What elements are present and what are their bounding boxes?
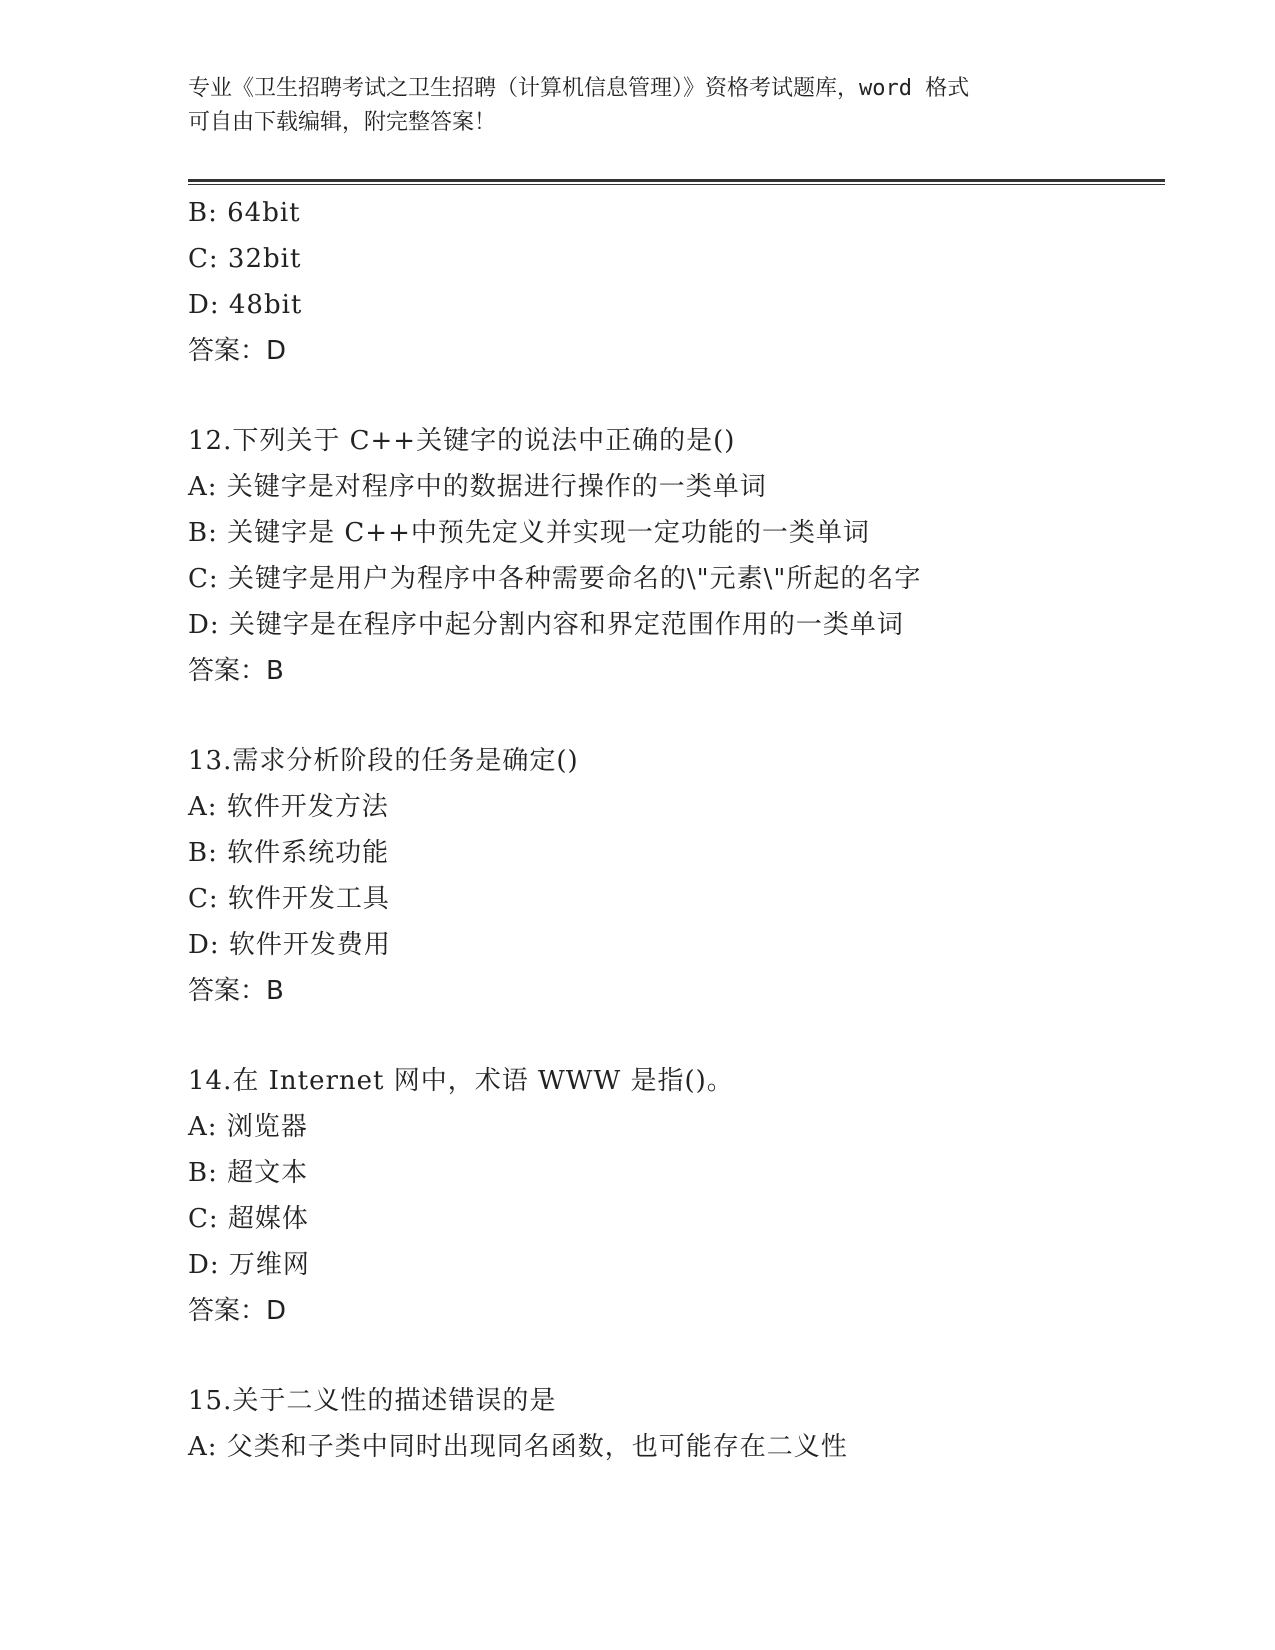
option-b: B: 64bit	[188, 198, 301, 228]
option-a: A: 父类和子类中同时出现同名函数，也可能存在二义性	[188, 1432, 848, 1462]
answer-label: 答案：B	[188, 976, 284, 1006]
option-b: B: 软件系统功能	[188, 838, 390, 868]
answer-label: 答案：D	[188, 1296, 287, 1326]
question-title: 12.下列关于 C++关键字的说法中正确的是()	[188, 426, 736, 456]
option-d: D: 关键字是在程序中起分割内容和界定范围作用的一类单词	[188, 610, 904, 640]
header-divider-thick	[188, 179, 1165, 182]
option-c: C: 超媒体	[188, 1204, 309, 1234]
answer-label: 答案：B	[188, 656, 284, 686]
option-c: C: 软件开发工具	[188, 884, 390, 914]
header-divider-thin	[188, 184, 1165, 185]
option-a: A: 软件开发方法	[188, 792, 389, 822]
option-d: D: 48bit	[188, 290, 303, 320]
option-a: A: 关键字是对程序中的数据进行操作的一类单词	[188, 472, 767, 502]
option-b: B: 关键字是 C++中预先定义并实现一定功能的一类单词	[188, 518, 870, 548]
header-line-2: 可自由下载编辑，附完整答案！	[188, 110, 497, 135]
question-12	[188, 418, 1165, 694]
question-title: 15.关于二义性的描述错误的是	[188, 1386, 557, 1416]
question-title: 13.需求分析阶段的任务是确定()	[188, 746, 579, 776]
option-c: C: 32bit	[188, 244, 302, 274]
option-d: D: 万维网	[188, 1250, 310, 1280]
question-title: 14.在 Internet 网中，术语 WWW 是指()。	[188, 1066, 734, 1096]
option-b: B: 超文本	[188, 1158, 309, 1188]
question-14	[188, 1058, 1165, 1334]
header-line-1: 专业《卫生招聘考试之卫生招聘（计算机信息管理）》资格考试题库，word 格式	[188, 76, 970, 101]
option-d: D: 软件开发费用	[188, 930, 391, 960]
answer-label: 答案：D	[188, 336, 287, 366]
question-list	[188, 190, 1165, 1514]
question-13	[188, 738, 1165, 1014]
document-header	[188, 72, 1088, 140]
option-a: A: 浏览器	[188, 1112, 308, 1142]
question-11-continuation	[188, 190, 1165, 374]
option-c: C: 关键字是用户为程序中各种需要命名的\"元素\"所起的名字	[188, 564, 922, 594]
question-15	[188, 1378, 1165, 1470]
